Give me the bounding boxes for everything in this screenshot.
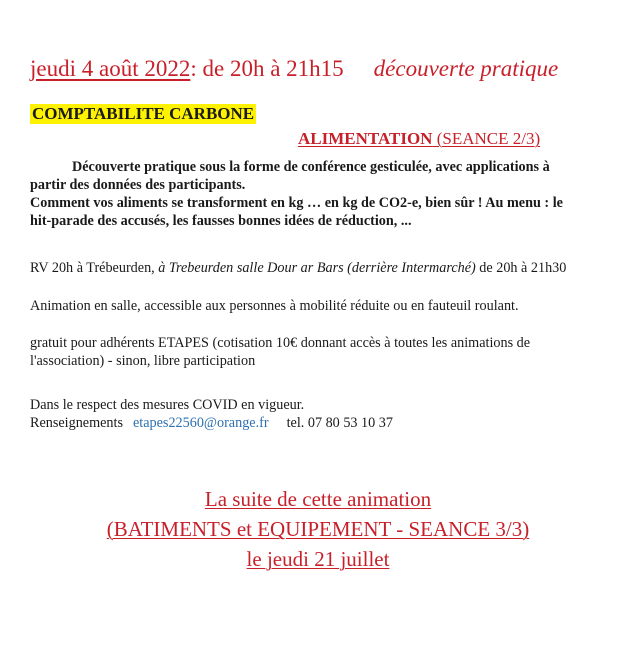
description-paragraph-1 — [30, 158, 550, 194]
event-tag: découverte pratique — [373, 56, 559, 81]
next-session-line-1 — [0, 484, 636, 514]
description-line: partir des données des participants. — [30, 177, 246, 193]
event-title: COMPTABILITE CARBONE — [32, 104, 255, 123]
event-header — [30, 56, 558, 82]
rendezvous-info — [30, 259, 566, 277]
next-session-title: (BATIMENTS et EQUIPEMENT - SEANCE 3/3) — [106, 517, 530, 541]
description-line: hit-parade des accusés, les fausses bonnes idées de réduction, ... — [30, 213, 412, 229]
rv-prefix: RV 20h à Trébeurden, — [30, 260, 159, 276]
next-session-intro: La suite de cette animation — [204, 487, 432, 511]
subtitle-topic: ALIMENTATION — [298, 129, 433, 148]
price-info — [30, 334, 530, 370]
price-line: l'association) - sinon, libre participation — [30, 353, 256, 369]
event-date: jeudi 4 août 2022 — [30, 56, 191, 81]
contact-phone: tel. 07 80 53 10 37 — [286, 415, 393, 431]
contact-email-link[interactable]: etapes22560@orange.fr — [133, 415, 269, 431]
event-time: : de 20h à 21h15 — [190, 56, 344, 81]
contact-label: Renseignements — [30, 415, 123, 431]
next-session-line-3 — [0, 544, 636, 574]
subtitle-session: (SEANCE 2/3) — [432, 129, 541, 148]
accessibility-info: Animation en salle, accessible aux personnes à mobilité réduite ou en fauteuil roulant. — [30, 298, 519, 314]
next-session-line-2 — [0, 514, 636, 544]
description-paragraph-2 — [30, 194, 563, 230]
event-subtitle — [298, 129, 540, 149]
description-line: Comment vos aliments se transforment en kg … en kg de CO2-e, bien sûr ! Au menu : le — [30, 195, 563, 211]
price-line: gratuit pour adhérents ETAPES (cotisation 10€ donnant accès à toutes les animations de — [30, 335, 531, 351]
rv-suffix: de 20h à 21h30 — [475, 260, 567, 276]
covid-notice: Dans le respect des mesures COVID en vigueur. — [30, 397, 305, 413]
contact-block — [30, 396, 393, 432]
next-session-date: le jeudi 21 juillet — [246, 547, 390, 571]
description-line: Découverte pratique sous la forme de conférence gesticulée, avec applications à — [72, 159, 550, 175]
rv-place: à Trebeurden salle Dour ar Bars (derrière Intermarché) — [158, 260, 476, 276]
